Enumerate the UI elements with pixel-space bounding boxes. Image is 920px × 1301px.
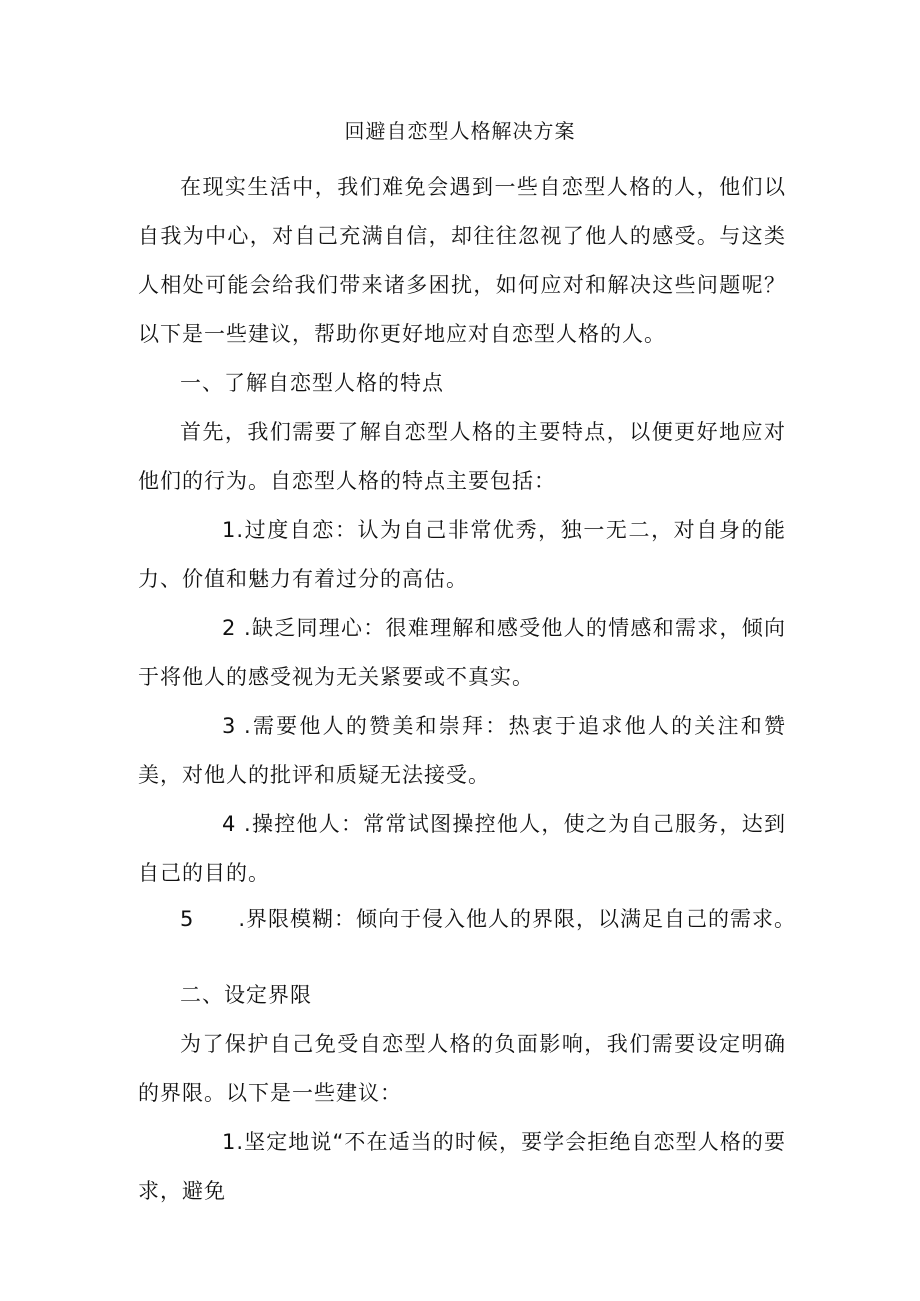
list-item-number: 1.	[222, 518, 245, 542]
section-1-lead: 首先，我们需要了解自恋型人格的主要特点，以便更好地应对他们的行为。自恋型人格的特点主要包括：	[138, 420, 786, 493]
intro-paragraph: 在现实生活中，我们难免会遇到一些自恋型人格的人，他们以自我为中心，对自己充满自信，却往往忽视了他人的感受。与这类人相处可能会给我们带来诸多困扰，如何应对和解决这些问题呢？以下是一些建议，帮助你更好地应对自恋型人格的人。	[138, 175, 786, 346]
list-item-text: 缺乏同理心：很难理解和感受他人的情感和需求，倾向于将他人的感受视为无关紧要或不真实。	[138, 616, 786, 689]
list-item-text: 过度自恋：认为自己非常优秀，独一无二，对自身的能力、价值和魅力有着过分的高估。	[138, 518, 786, 591]
list-item	[138, 604, 786, 702]
list-item-number: 4 .	[222, 812, 252, 836]
list-item-text: 坚定地说“不在适当的时候，要学会拒绝自恋型人格的要求，避免	[138, 1130, 786, 1203]
list-item-number: 5	[180, 907, 195, 931]
list-item-number: 1.	[222, 1130, 245, 1154]
list-item	[138, 1118, 786, 1216]
section-1-heading: 一、了解自恋型人格的特点	[180, 371, 444, 395]
list-item-number: 3 .	[222, 714, 252, 738]
section-2-heading: 二、设定界限	[180, 983, 312, 1007]
list-item	[138, 506, 786, 604]
list-item-text: .界限模糊：倾向于侵入他人的界限，以满足自己的需求。	[238, 907, 797, 931]
document-title: 回避自恋型人格解决方案	[344, 119, 576, 143]
list-item-text: 操控他人：常常试图操控他人，使之为自己服务，达到自己的目的。	[138, 812, 786, 885]
list-item-text: 需要他人的赞美和崇拜：热衷于追求他人的关注和赞美，对他人的批评和质疑无法接受。	[138, 714, 786, 787]
list-item-number: 2 .	[222, 616, 252, 640]
section-2-lead: 为了保护自己免受自恋型人格的负面影响，我们需要设定明确的界限。以下是一些建议：	[138, 1032, 786, 1105]
list-item	[180, 895, 797, 944]
list-item	[138, 800, 786, 898]
list-item	[138, 702, 786, 800]
